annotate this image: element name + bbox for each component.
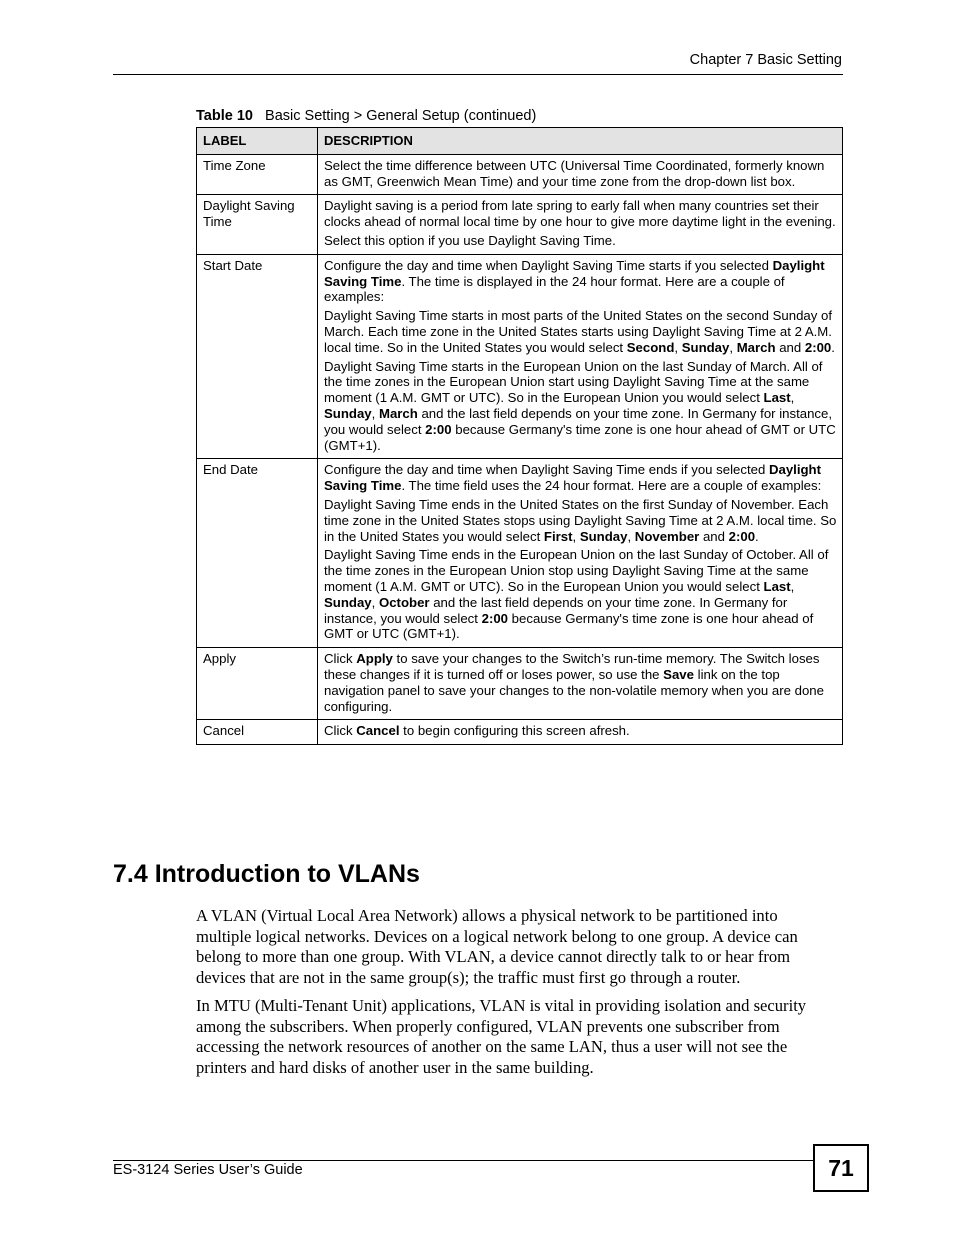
text-run: , (627, 528, 635, 544)
description-paragraph (324, 308, 837, 355)
text-run: , (674, 339, 682, 355)
text-run: Click (324, 651, 357, 667)
row-description (318, 459, 843, 648)
text-run: Configure the day and time when Daylight Saving Time starts if you selected (324, 257, 773, 273)
row-description (318, 254, 843, 459)
bold-term: Cancel (356, 723, 400, 739)
text-run: . (755, 528, 759, 544)
text-run: , (729, 339, 737, 355)
description-paragraph (324, 723, 837, 739)
table-row (197, 720, 843, 745)
text-run: , (371, 594, 379, 610)
text-run: . The time field uses the 24 hour format. Here are a couple of examples: (401, 478, 822, 494)
row-label: Time Zone (197, 154, 318, 195)
text-run: Daylight Saving Time starts in most parts of the United States on the second Sunday of March. Each time zone in the United States starts using Daylight Saving Time at 2 A.M. local time. So in the United States you would select (324, 308, 832, 355)
row-label: Cancel (197, 720, 318, 745)
bold-term: 2:00 (804, 339, 832, 355)
table-row (197, 459, 843, 648)
table-title: Basic Setting > General Setup (continued) (265, 108, 537, 124)
table-row (197, 254, 843, 459)
bold-term: 2:00 (425, 421, 452, 437)
description-paragraph (324, 258, 837, 305)
row-description (318, 195, 843, 254)
bold-term: Save (663, 666, 694, 682)
row-label: End Date (197, 459, 318, 648)
table-row (197, 154, 843, 195)
text-run: Select this option if you use Daylight Saving Time. (324, 232, 616, 248)
description-paragraph (324, 651, 837, 714)
text-run: . The time is displayed in the 24 hour format. Here are a couple of examples: (324, 273, 785, 305)
table-number: Table 10 (196, 108, 253, 124)
label-column-header: LABEL (197, 128, 318, 155)
row-label: Daylight Saving Time (197, 195, 318, 254)
section-body (196, 906, 836, 1086)
text-run: to save your changes to the Switch’s run-time memory. The Switch loses these changes if it is turned off or loses power, so use the (324, 651, 820, 682)
bold-term: Apply (356, 651, 393, 667)
table-row (197, 195, 843, 254)
table-caption (196, 108, 536, 124)
section-heading: 7.4 Introduction to VLANs (113, 860, 420, 888)
description-paragraph (324, 158, 837, 190)
text-run: , (371, 405, 379, 421)
bold-term: March (736, 339, 776, 355)
bold-term: Last (763, 390, 791, 406)
settings-table (196, 127, 843, 745)
bold-term: First (543, 528, 573, 544)
body-paragraph: A VLAN (Virtual Local Area Network) allows a physical network to be partitioned into multiple logical networks. Devices on a logical network belong to one group. A device can belong to more than one group. With VLAN, a device cannot directly talk to or hear from devices that are not in the same group(s); the traffic must first go through a router. (196, 906, 798, 987)
bold-term: March (378, 405, 418, 421)
bold-term: Second (626, 339, 675, 355)
text-run: Daylight saving is a period from late spring to early fall when many countries set their clocks ahead of normal local time by one hour to give more daytime light in the evening. (324, 198, 836, 230)
bold-term: Sunday (579, 528, 628, 544)
footer-rule (113, 1160, 813, 1161)
text-run: and the last field depends on your time zone. In Germany for instance, you would select (324, 405, 832, 437)
text-run: and (699, 528, 729, 544)
text-run: , (790, 390, 795, 406)
bold-term: 2:00 (481, 610, 509, 626)
description-paragraph (324, 462, 837, 494)
bold-term: Sunday (324, 594, 372, 610)
text-run: link on the top navigation panel to save your changes to the non-volatile memory when you are done configuring. (324, 666, 824, 714)
table-row (197, 648, 843, 720)
row-description (318, 720, 843, 745)
description-paragraph (324, 497, 837, 544)
description-paragraph (324, 198, 837, 230)
text-run: . (831, 339, 835, 355)
text-run: and the last field depends on your time zone. In Germany for instance, you would select (324, 594, 788, 626)
bold-term: Daylight Saving Time (324, 462, 821, 494)
text-run: Daylight Saving Time starts in the European Union on the last Sunday of March. All of the time zones in the European Union start using Daylight Saving Time at the same moment (1 A.M. GMT or UTC). So in the European Union you would select (324, 358, 823, 406)
text-run: , (790, 578, 795, 594)
description-paragraph (324, 233, 837, 249)
bold-term: Daylight Saving Time (324, 257, 825, 289)
header-rule (113, 74, 843, 75)
table-header-row (197, 128, 843, 155)
footer-guide-title: ES-3124 Series User’s Guide (113, 1162, 303, 1178)
text-run: Click (324, 723, 357, 739)
row-description (318, 648, 843, 720)
text-run: to begin configuring this screen afresh. (399, 723, 630, 739)
text-run: because Germany's time zone is one hour ahead of GMT or UTC (GMT+1). (324, 610, 814, 642)
bold-term: Last (763, 578, 791, 594)
description-paragraph (324, 359, 837, 454)
text-run: because Germany's time zone is one hour ahead of GMT or UTC (GMT+1). (324, 421, 836, 453)
text-run: Daylight Saving Time ends in the European Union on the last Sunday of October. All of the time zones in the European Union stop using Daylight Saving Time at the same moment (1 A.M. GMT or UTC). So in the European Union you would select (324, 547, 829, 594)
row-label: Start Date (197, 254, 318, 459)
row-description (318, 154, 843, 195)
page-number: 71 (813, 1144, 869, 1192)
text-run: Configure the day and time when Daylight Saving Time ends if you selected (324, 462, 769, 478)
running-header: Chapter 7 Basic Setting (689, 52, 842, 68)
row-label: Apply (197, 648, 318, 720)
bold-term: October (378, 594, 430, 610)
description-paragraph (324, 547, 837, 642)
text-run: Daylight Saving Time ends in the United States on the first Sunday of November. Each time zone in the United States stops using Daylight Saving Time at 2 A.M. local time. So in the United States you would select (324, 496, 837, 544)
bold-term: Sunday (324, 405, 372, 421)
text-run: , (572, 528, 580, 544)
body-paragraph: In MTU (Multi-Tenant Unit) applications, VLAN is vital in providing isolation and security among the subscribers. When properly configured, VLAN prevents one subscriber from accessing the network resources of another on the same LAN, thus a user will not see the printers and hard disks of another user in the same building. (196, 996, 807, 1077)
text-run: Select the time difference between UTC (Universal Time Coordinated, formerly known as GMT, Greenwich Mean Time) and your time zone from the drop-down list box. (324, 157, 825, 189)
bold-term: November (634, 528, 700, 544)
text-run: and (775, 339, 805, 355)
bold-term: Sunday (681, 339, 730, 355)
bold-term: 2:00 (728, 528, 756, 544)
description-column-header: DESCRIPTION (318, 128, 843, 155)
